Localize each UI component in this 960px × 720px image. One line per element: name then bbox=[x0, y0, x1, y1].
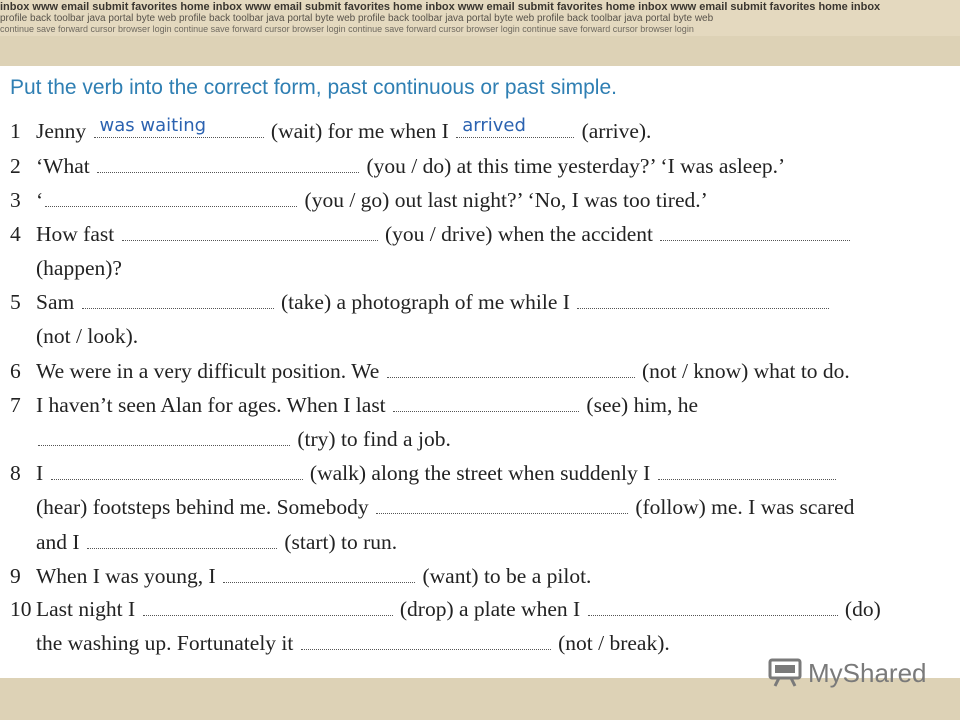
item-text: (follow) me. I was scared bbox=[635, 495, 855, 519]
exercise-item-4 bbox=[10, 222, 852, 247]
banner-line-3: continue save forward cursor browser login continue save forward cursor browser login continue save forward cursor browser login continue save forward cursor browser login bbox=[0, 24, 694, 34]
exercise-item-7-continued bbox=[10, 427, 451, 452]
banner-line-1: inbox www email submit favorites home inbox www email submit favorites home inbox www email submit favorites home inbox www email submit favorites home inbox bbox=[0, 1, 881, 13]
exercise-item-10-continued bbox=[10, 631, 670, 656]
web-words-banner bbox=[0, 0, 960, 36]
item-text: (want) to be a pilot. bbox=[422, 564, 592, 588]
answer-blank[interactable] bbox=[223, 564, 415, 583]
answer-blank[interactable] bbox=[143, 597, 393, 616]
item-text: (see) him, he bbox=[586, 393, 699, 417]
logo-text: MyShared bbox=[808, 657, 927, 688]
item-text: the washing up. Fortunately it bbox=[36, 631, 294, 655]
item-number: 5 bbox=[10, 290, 21, 314]
handwritten-answer: arrived bbox=[462, 115, 526, 136]
item-text: (not / look). bbox=[36, 324, 139, 348]
exercise-item-6 bbox=[10, 359, 850, 384]
exercise-item-8-continued bbox=[10, 495, 854, 520]
answer-blank[interactable] bbox=[94, 115, 264, 138]
item-text: (wait) for me when I bbox=[270, 119, 449, 143]
item-text: We were in a very difficult position. We bbox=[36, 359, 380, 383]
item-text: (drop) a plate when I bbox=[399, 597, 581, 621]
answer-blank[interactable] bbox=[456, 115, 574, 138]
answer-blank[interactable] bbox=[301, 631, 551, 650]
item-number: 8 bbox=[10, 461, 21, 485]
exercise-item-9 bbox=[10, 564, 591, 589]
myshared-logo bbox=[768, 655, 927, 691]
item-number: 7 bbox=[10, 393, 21, 417]
item-text: (try) to find a job. bbox=[297, 427, 451, 451]
item-text: I bbox=[36, 461, 44, 485]
exercise-item-10 bbox=[10, 597, 881, 622]
answer-blank[interactable] bbox=[97, 154, 359, 173]
exercise-item-8 bbox=[10, 461, 838, 486]
answer-blank[interactable] bbox=[588, 597, 838, 616]
item-text: How fast bbox=[36, 222, 115, 246]
item-number: 4 bbox=[10, 222, 21, 246]
item-text: (you / drive) when the accident bbox=[384, 222, 654, 246]
item-number: 6 bbox=[10, 359, 21, 383]
exercise-item-5 bbox=[10, 290, 831, 315]
item-number: 1 bbox=[10, 119, 21, 143]
exercise-instruction: Put the verb into the correct form, past continuous or past simple. bbox=[10, 76, 617, 99]
answer-blank[interactable] bbox=[51, 461, 303, 480]
answer-blank[interactable] bbox=[577, 290, 829, 309]
item-text: (you / do) at this time yesterday?’ ‘I was asleep.’ bbox=[366, 154, 786, 178]
item-text: When I was young, I bbox=[36, 564, 216, 588]
answer-blank[interactable] bbox=[376, 495, 628, 514]
item-text: (walk) along the street when suddenly I bbox=[309, 461, 651, 485]
answer-blank[interactable] bbox=[658, 461, 836, 480]
item-text: (take) a photograph of me while I bbox=[280, 290, 570, 314]
item-number: 2 bbox=[10, 154, 21, 178]
handwritten-answer: was waiting bbox=[99, 115, 207, 136]
answer-blank[interactable] bbox=[38, 427, 290, 446]
item-text: (hear) footsteps behind me. Somebody bbox=[36, 495, 369, 519]
item-text: Sam bbox=[36, 290, 75, 314]
item-text: and I bbox=[36, 530, 80, 554]
exercise-item-4-continued bbox=[10, 256, 122, 281]
item-text: (start) to run. bbox=[284, 530, 398, 554]
exercise-item-2 bbox=[10, 154, 785, 179]
exercise-item-8-continued-2 bbox=[10, 530, 397, 555]
item-text: (do) bbox=[844, 597, 881, 621]
item-text: I haven’t seen Alan for ages. When I last bbox=[36, 393, 386, 417]
item-text: (happen)? bbox=[36, 256, 122, 280]
item-text: (not / know) what to do. bbox=[641, 359, 850, 383]
exercise-item-3 bbox=[10, 188, 708, 213]
item-text: (you / go) out last night?’ ‘No, I was too tired.’ bbox=[304, 188, 708, 212]
banner-line-2: profile back toolbar java portal byte web profile back toolbar java portal byte web profile back toolbar java portal byte web profile back toolbar java portal byte web bbox=[0, 13, 714, 24]
answer-blank[interactable] bbox=[393, 393, 579, 412]
exercise-item-5-continued bbox=[10, 324, 138, 349]
answer-blank[interactable] bbox=[45, 188, 297, 207]
item-text: Jenny bbox=[36, 119, 87, 143]
item-text: ‘What bbox=[36, 154, 90, 178]
item-text: Last night I bbox=[36, 597, 136, 621]
item-text: ‘ bbox=[36, 188, 44, 212]
answer-blank[interactable] bbox=[660, 222, 850, 241]
item-number: 3 bbox=[10, 188, 21, 212]
item-number: 9 bbox=[10, 564, 21, 588]
answer-blank[interactable] bbox=[122, 222, 378, 241]
item-number: 10 bbox=[10, 597, 32, 621]
exercise-item-1 bbox=[10, 115, 652, 144]
projector-screen-icon bbox=[768, 658, 802, 688]
answer-blank[interactable] bbox=[82, 290, 274, 309]
item-text: (arrive). bbox=[581, 119, 652, 143]
item-text: (not / break). bbox=[558, 631, 670, 655]
exercise-item-7 bbox=[10, 393, 698, 418]
answer-blank[interactable] bbox=[387, 359, 635, 378]
answer-blank[interactable] bbox=[87, 530, 277, 549]
